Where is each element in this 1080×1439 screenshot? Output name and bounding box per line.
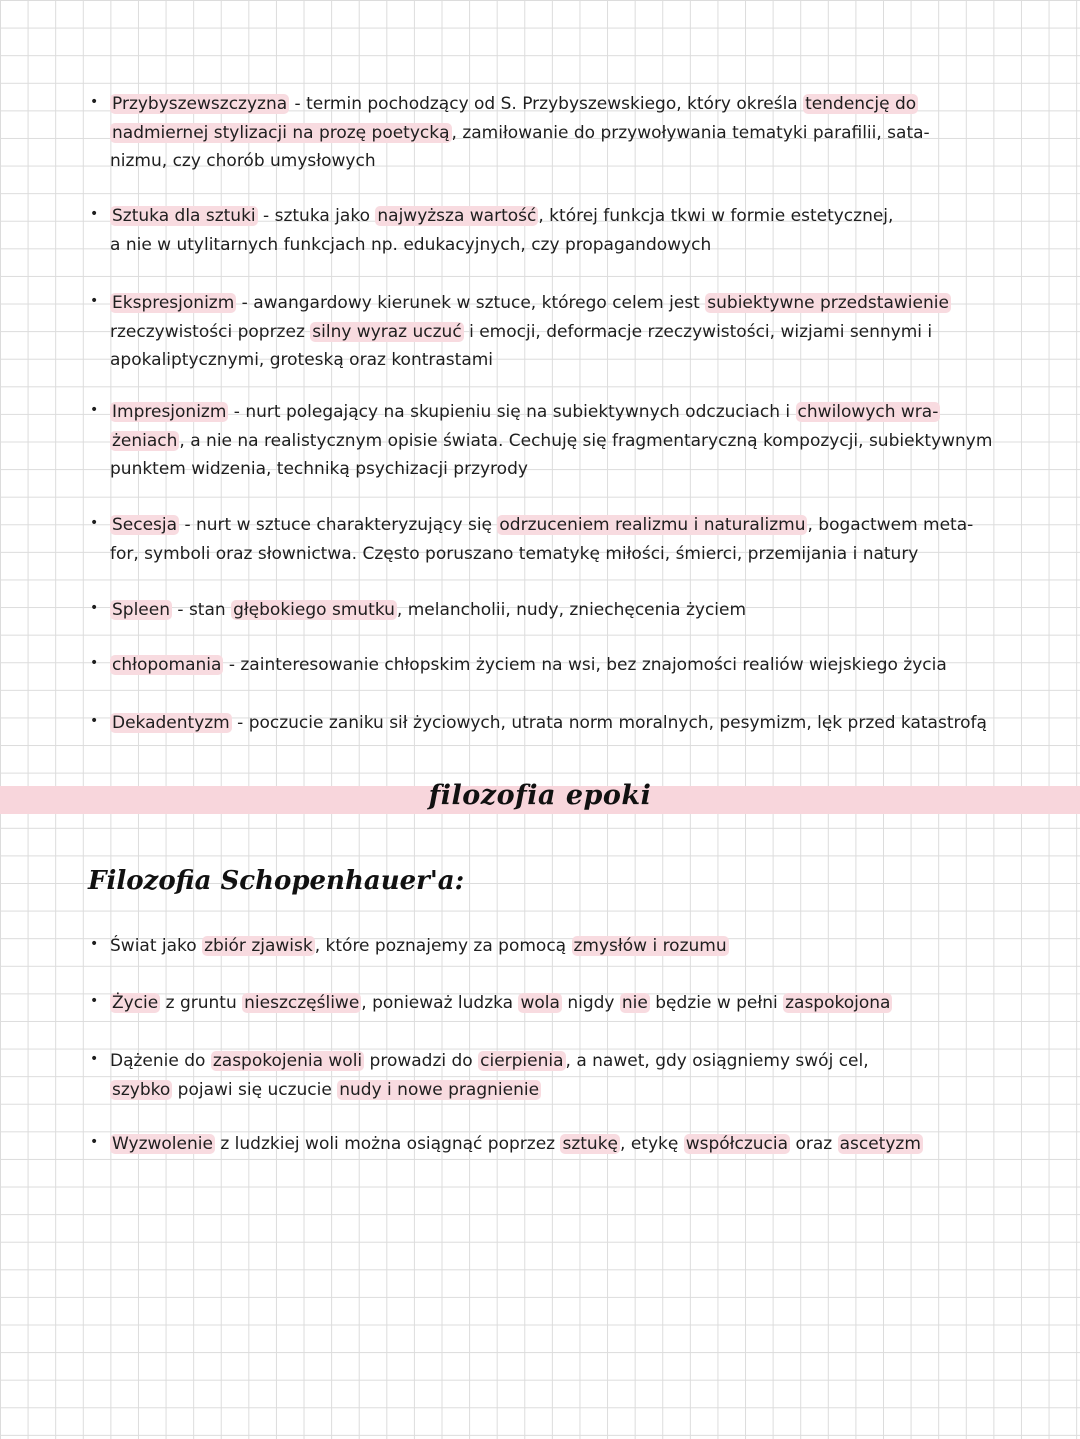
plain-text: , melancholii, nudy, zniechęcenia życiem — [396, 600, 747, 620]
bullet-icon: • — [90, 936, 99, 952]
philosophy-item — [90, 989, 1010, 1018]
definition-text — [110, 511, 1010, 568]
highlighted-term: współczucia — [685, 1134, 789, 1154]
philosophy-text — [110, 1047, 1010, 1104]
highlighted-term: silny wyraz uczuć — [312, 321, 462, 342]
plain-text: nigdy — [561, 993, 620, 1013]
plain-text: prowadzi do — [364, 1051, 479, 1071]
definition-text — [110, 202, 1010, 259]
highlighted-term: zaspokojenia woli — [212, 1051, 363, 1071]
highlighted-term: chwilowych wra- — [797, 402, 939, 422]
plain-text: - poczucie zaniku sił życiowych, utrata norm moralnych, pesymizm, lęk przed katastrofą — [231, 713, 987, 733]
plain-text: - zainteresowanie chłopskim życiem na wsi, bez znajomości realiów wiejskiego życia — [223, 655, 947, 675]
bullet-icon: • — [90, 293, 99, 309]
highlighted-term: subiektywne przedstawienie — [707, 293, 949, 313]
definition-text — [110, 289, 1010, 375]
text-line — [110, 427, 1010, 456]
plain-text: - stan — [172, 600, 232, 620]
plain-text: , etykę — [620, 1134, 684, 1154]
highlighted-term: zaspokojona — [785, 993, 891, 1013]
text-line — [110, 398, 1010, 427]
highlighted-term: odrzuceniem realizmu i naturalizmu — [499, 515, 806, 535]
highlighted-term: ascetyzm — [839, 1134, 921, 1154]
bullet-icon: • — [90, 655, 99, 671]
definition-text — [110, 596, 1010, 625]
plain-text: pojawi się uczucie — [172, 1079, 338, 1100]
plain-text: , a nie na realistycznym opisie świata. Cechuję się fragmentaryczną kompozycji, subiektywnym — [179, 430, 993, 451]
bullet-icon: • — [90, 402, 99, 418]
plain-text: będzie w pełni — [649, 993, 784, 1013]
highlighted-term: głębokiego smutku — [233, 600, 395, 620]
plain-text: a nie w utylitarnych funkcjach np. edukacyjnych, czy propagandowych — [110, 234, 712, 255]
highlighted-term: sztukę — [562, 1134, 619, 1154]
plain-text: - termin pochodzący od S. Przybyszewskiego, który określa — [289, 94, 804, 114]
bullet-icon: • — [90, 600, 99, 616]
plain-text: Dążenie do — [110, 1051, 211, 1071]
highlighted-term: szybko — [112, 1079, 171, 1100]
highlighted-term: Sztuka dla sztuki — [112, 206, 256, 226]
definition-item — [90, 90, 1010, 176]
definition-item — [90, 651, 1010, 680]
bullet-icon: • — [90, 1134, 99, 1150]
bullet-icon: • — [90, 713, 99, 729]
plain-text: i emocji, deformacje rzeczywistości, wizjami sennymi i — [463, 321, 933, 342]
text-line — [110, 511, 1010, 540]
highlighted-term: Spleen — [112, 600, 170, 620]
plain-text: , a nawet, gdy osiągniemy swój cel, — [565, 1051, 869, 1071]
text-line — [110, 540, 1010, 569]
text-line — [110, 119, 1010, 148]
text-line — [110, 932, 1010, 961]
highlighted-term: chłopomania — [112, 655, 222, 675]
plain-text: nizmu, czy chorób umysłowych — [110, 151, 376, 171]
plain-text: - awangardowy kierunek w sztuce, którego celem jest — [236, 293, 706, 313]
bullet-icon: • — [90, 206, 99, 222]
text-line — [110, 346, 1010, 375]
text-line — [110, 455, 1010, 484]
highlighted-term: wola — [520, 993, 560, 1013]
philosophy-item — [90, 1047, 1010, 1104]
definition-item — [90, 202, 1010, 259]
highlighted-term: zbiór zjawisk — [204, 936, 313, 956]
highlighted-term: żeniach — [112, 430, 178, 451]
highlighted-term: nadmiernej stylizacji na prozę poetycką — [112, 122, 450, 143]
bullet-icon: • — [90, 94, 99, 110]
text-line — [110, 231, 1010, 260]
definition-item — [90, 398, 1010, 484]
definition-text — [110, 398, 1010, 484]
plain-text: - nurt w sztuce charakteryzujący się — [179, 515, 498, 535]
plain-text: , które poznajemy za pomocą — [314, 936, 572, 956]
definition-text — [110, 709, 1010, 738]
plain-text: - sztuka jako — [257, 206, 376, 226]
philosophy-text — [110, 932, 1010, 961]
plain-text: punktem widzenia, techniką psychizacji przyrody — [110, 459, 528, 479]
philosophy-text — [110, 989, 1010, 1018]
highlighted-term: nieszczęśliwe — [244, 993, 360, 1013]
definition-item — [90, 596, 1010, 625]
definition-item — [90, 511, 1010, 568]
plain-text: Świat jako — [110, 936, 203, 956]
text-line — [110, 651, 1010, 680]
bullet-icon: • — [90, 993, 99, 1009]
highlighted-term: zmysłów i rozumu — [573, 936, 727, 956]
plain-text: apokaliptycznymi, groteską oraz kontrastami — [110, 350, 494, 370]
definition-item — [90, 289, 1010, 375]
text-line — [110, 1047, 1010, 1076]
text-line — [110, 318, 1010, 347]
definition-item — [90, 709, 1010, 738]
highlighted-term: cierpienia — [480, 1051, 564, 1071]
text-line — [110, 147, 1010, 176]
plain-text: z ludzkiej woli można osiągnąć poprzez — [214, 1134, 561, 1154]
text-line — [110, 90, 1010, 119]
highlighted-term: tendencję do — [805, 94, 917, 114]
text-line — [110, 1130, 1010, 1159]
plain-text: rzeczywistości poprzez — [110, 321, 311, 342]
text-line — [110, 202, 1010, 231]
highlighted-term: Impresjonizm — [112, 402, 227, 422]
text-line — [110, 596, 1010, 625]
text-line — [110, 989, 1010, 1018]
highlighted-term: Życie — [112, 993, 159, 1013]
highlighted-term: nudy i nowe pragnienie — [339, 1079, 540, 1100]
plain-text: , ponieważ ludzka — [361, 993, 519, 1013]
philosophy-text — [110, 1130, 1010, 1159]
highlighted-term: Secesja — [112, 515, 178, 535]
highlighted-term: nie — [621, 993, 648, 1013]
plain-text: , zamiłowanie do przywoływania tematyki parafilii, sata- — [451, 122, 930, 143]
highlighted-term: Przybyszewszczyzna — [112, 94, 288, 114]
plain-text: - nurt polegający na skupieniu się na subiektywnych odczuciach i — [228, 402, 796, 422]
definition-text — [110, 651, 1010, 680]
definition-text — [110, 90, 1010, 176]
philosophy-item — [90, 932, 1010, 961]
philosophy-item — [90, 1130, 1010, 1159]
schopenhauer-heading: Filozofia Schopenhauer'a: — [88, 866, 465, 896]
plain-text: , której funkcja tkwi w formie estetycznej, — [538, 206, 894, 226]
highlighted-term: Ekspresjonizm — [112, 293, 235, 313]
plain-text: , bogactwem meta- — [807, 515, 974, 535]
highlighted-term: Wyzwolenie — [112, 1134, 213, 1154]
plain-text: for, symboli oraz słownictwa. Często poruszano tematykę miłości, śmierci, przemijania i natury — [110, 543, 919, 564]
section-title: filozofia epoki — [428, 780, 652, 811]
bullet-icon: • — [90, 515, 99, 531]
highlighted-term: Dekadentyzm — [112, 713, 230, 733]
plain-text: z gruntu — [160, 993, 243, 1013]
bullet-icon: • — [90, 1051, 99, 1067]
highlighted-term: najwyższa wartość — [377, 206, 537, 226]
text-line — [110, 709, 1010, 738]
text-line — [110, 1076, 1010, 1105]
text-line — [110, 289, 1010, 318]
plain-text: oraz — [790, 1134, 838, 1154]
